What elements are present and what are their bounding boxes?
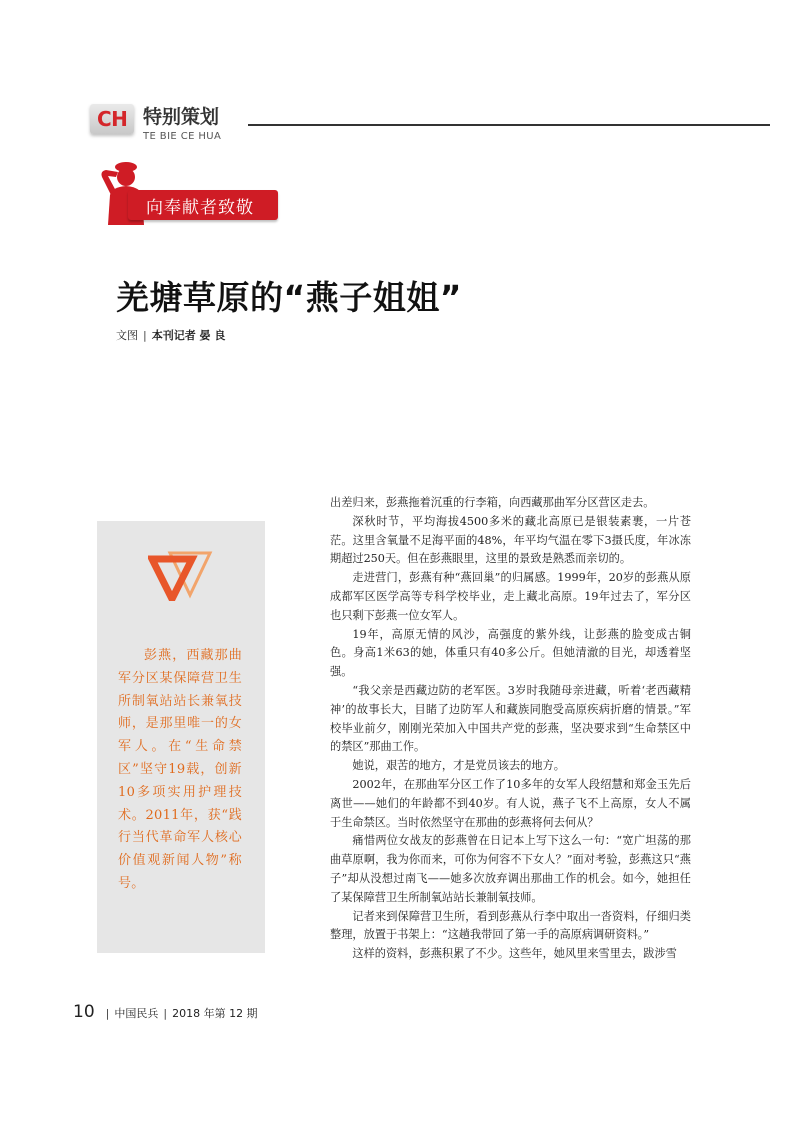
magazine-name: 中国民兵: [114, 1007, 159, 1020]
paragraph: 19年，高原无情的风沙，高强度的紫外线，让彭燕的脸变成古铜色。身高1米63的她，体重只有40多公斤。但她清澈的目光，却透着坚强。: [330, 627, 691, 679]
page-footer: [73, 1002, 258, 1022]
paragraph: 2002年，在那曲军分区工作了10多年的女军人段绍慧和郑金玉先后离世——她们的年龄都不到40岁。有人说，燕子飞不上高原，女人不属于生命禁区。当时依然坚守在那曲的彭燕将何去何从？: [330, 777, 691, 829]
section-pinyin: TE BIE CE HUA: [143, 131, 222, 142]
byline: [116, 327, 225, 343]
page-number: 10: [73, 1002, 95, 1022]
topic-banner-text: 向奉献者致敬: [146, 198, 254, 218]
section-badge: CH: [97, 107, 128, 131]
paragraph: 这样的资料，彭燕积累了不少。这些年，她风里来雪里去，跋涉雪: [352, 947, 677, 961]
footer-separator: |: [105, 1007, 110, 1020]
sidebar-bio: 彭燕，西藏那曲军分区某保障营卫生所制氧站站长兼氧技师，是那里唯一的女军人。在“生命禁区”坚守19载，创新10多项实用护理技术。2011年，获“践行当代革命军人核心价值观新闻人物”称号。: [118, 648, 242, 891]
paragraph: 深秋时节，平均海拔4500多米的藏北高原已是银装素裹，一片苍茫。这里含氧量不足海平面的48%，年平均气温在零下3摄氏度，年冰冻期超过250天。但在彭燕眼里，这里的景致是熟悉而亲切的。: [330, 514, 691, 566]
triangle-emblem-icon: [148, 545, 214, 601]
section-title: 特别策划: [143, 106, 220, 128]
paragraph: 她说，艰苦的地方，才是党员该去的地方。: [352, 759, 565, 773]
byline-author: 本刊记者 晏 良: [151, 329, 226, 342]
paragraph: 记者来到保障营卫生所，看到彭燕从行李中取出一沓资料，仔细归类整理，放置于书架上：“这趟我带回了第一手的高原病调研资料。”: [330, 909, 691, 942]
byline-prefix: 文图: [116, 329, 138, 342]
footer-separator: |: [163, 1007, 168, 1020]
issue-label: 2018 年第 12 期: [172, 1007, 258, 1020]
byline-separator: |: [143, 329, 147, 342]
paragraph: 走进营门，彭燕有种“燕回巢”的归属感。1999年，20岁的彭燕从原成都军区医学高等专科学校毕业，走上藏北高原。19年过去了，军分区也只剩下彭燕一位女军人。: [330, 571, 691, 622]
article-body: [330, 494, 691, 964]
article-title: 羌塘草原的“燕子姐姐”: [116, 278, 462, 317]
paragraph: 痛惜两位女战友的彭燕曾在日记本上写下这么一句：“宽广坦荡的那曲草原啊，我为你而来，可你为何容不下女人？”面对考验，彭燕这只“燕子”却从没想过南飞——她多次放弃调出那曲工作的机会。如今，她担任了某保障营卫生所制氧站站长兼制氧技师。: [330, 834, 691, 904]
header-rule: [248, 124, 770, 126]
paragraph: 出差归来，彭燕拖着沉重的行李箱，向西藏那曲军分区营区走去。: [330, 496, 655, 509]
paragraph: “我父亲是西藏边防的老军医。3岁时我随母亲进藏，听着‘老西藏精神’的故事长大，目睹了边防军人和藏族同胞受高原疾病折磨的情景。”军校毕业前夕，刚刚光荣加入中国共产党的彭燕，坚决要求到“生命禁区中的禁区”那曲工作。: [330, 683, 691, 754]
